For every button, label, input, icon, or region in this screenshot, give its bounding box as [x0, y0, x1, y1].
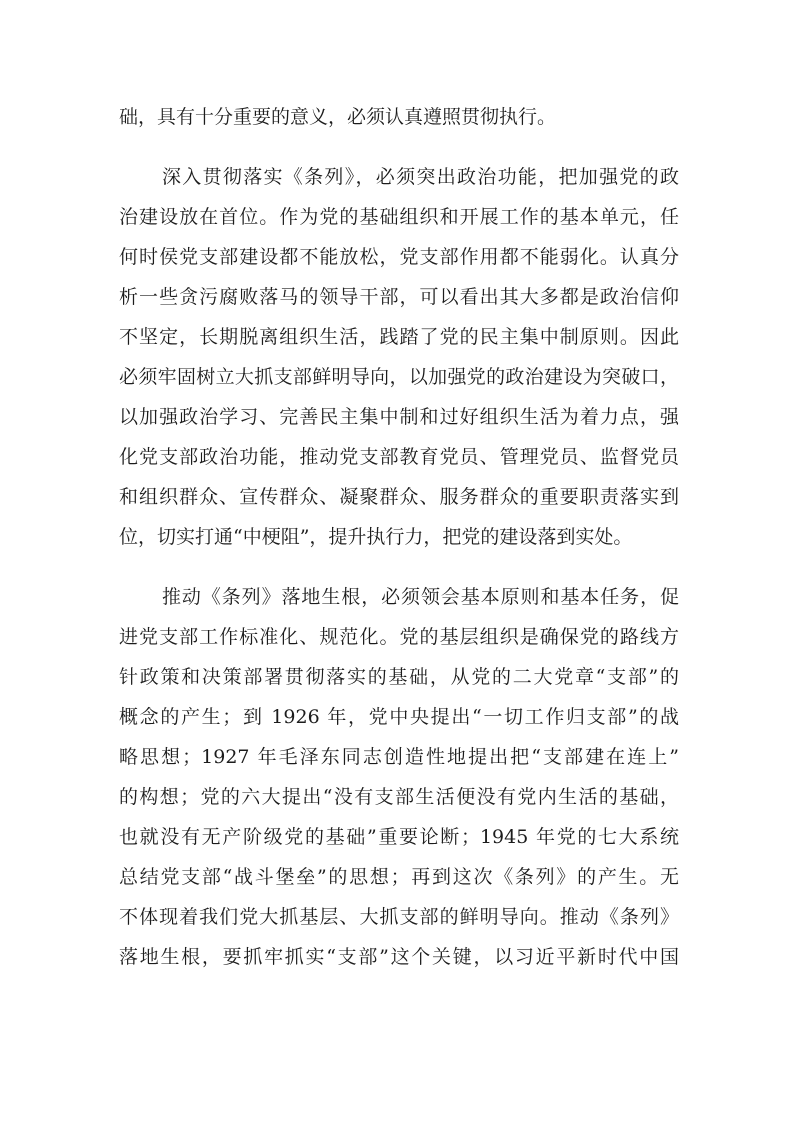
paragraph-2-line-2: 治建设放在首位。作为党的基础组织和开展工作的基本单元，任: [119, 206, 679, 228]
paragraph-3-line-7: 也就没有无产阶级党的基础”重要论断；1945 年党的七大系统: [119, 826, 679, 848]
paragraph-2-line-3: 何时侯党支部建设都不能放松，党支部作用都不能弱化。认真分: [119, 246, 679, 268]
paragraph-3-line-3: 针政策和决策部署贯彻落实的基础，从党的二大党章“支部”的: [119, 666, 679, 688]
paragraph-3-line-5: 略思想；1927 年毛泽东同志创造性地提出把“支部建在连上”: [119, 746, 679, 768]
paragraph-2-line-4: 析一些贪污腐败落马的领导干部，可以看出其大多都是政治信仰: [119, 286, 679, 308]
paragraph-3-line-8: 总结党支部“战斗堡垒”的思想；再到这次《条列》的产生。无: [119, 866, 679, 888]
paragraph-2-line-7: 以加强政治学习、完善民主集中制和过好组织生活为着力点，强: [119, 406, 679, 428]
paragraph-3-line-2: 进党支部工作标准化、规范化。党的基层组织是确保党的路线方: [119, 626, 679, 648]
paragraph-2-line-10: 位，切实打通“中梗阻”，提升执行力，把党的建设落到实处。: [119, 526, 633, 548]
paragraph-2-line-9: 和组织群众、宣传群众、凝聚群众、服务群众的重要职责落实到: [119, 486, 679, 508]
paragraph-3-line-6: 的构想；党的六大提出“没有支部生活便没有党内生活的基础，: [119, 786, 679, 808]
paragraph-2-line-6: 必须牢固树立大抓支部鲜明导向，以加强党的政治建设为突破口，: [119, 366, 679, 388]
paragraph-3-line-1: 推动《条列》落地生根，必须领会基本原则和基本任务，促: [162, 586, 679, 608]
paragraph-1-line-1: 础，具有十分重要的意义，必须认真遵照贯彻执行。: [119, 106, 557, 128]
paragraph-2-line-1: 深入贯彻落实《条列》，必须突出政治功能，把加强党的政: [162, 166, 679, 188]
paragraph-2-line-5: 不坚定，长期脱离组织生活，践踏了党的民主集中制原则。因此: [119, 326, 679, 348]
paragraph-3-line-9: 不体现着我们党大抓基层、大抓支部的鲜明导向。推动《条列》: [119, 906, 679, 928]
paragraph-2-line-8: 化党支部政治功能，推动党支部教育党员、管理党员、监督党员: [119, 446, 679, 468]
paragraph-3-line-10: 落地生根，要抓牢抓实“支部”这个关键，以习近平新时代中国: [119, 946, 679, 968]
paragraph-3-line-4: 概念的产生；到 1926 年，党中央提出“一切工作归支部”的战: [119, 706, 679, 728]
